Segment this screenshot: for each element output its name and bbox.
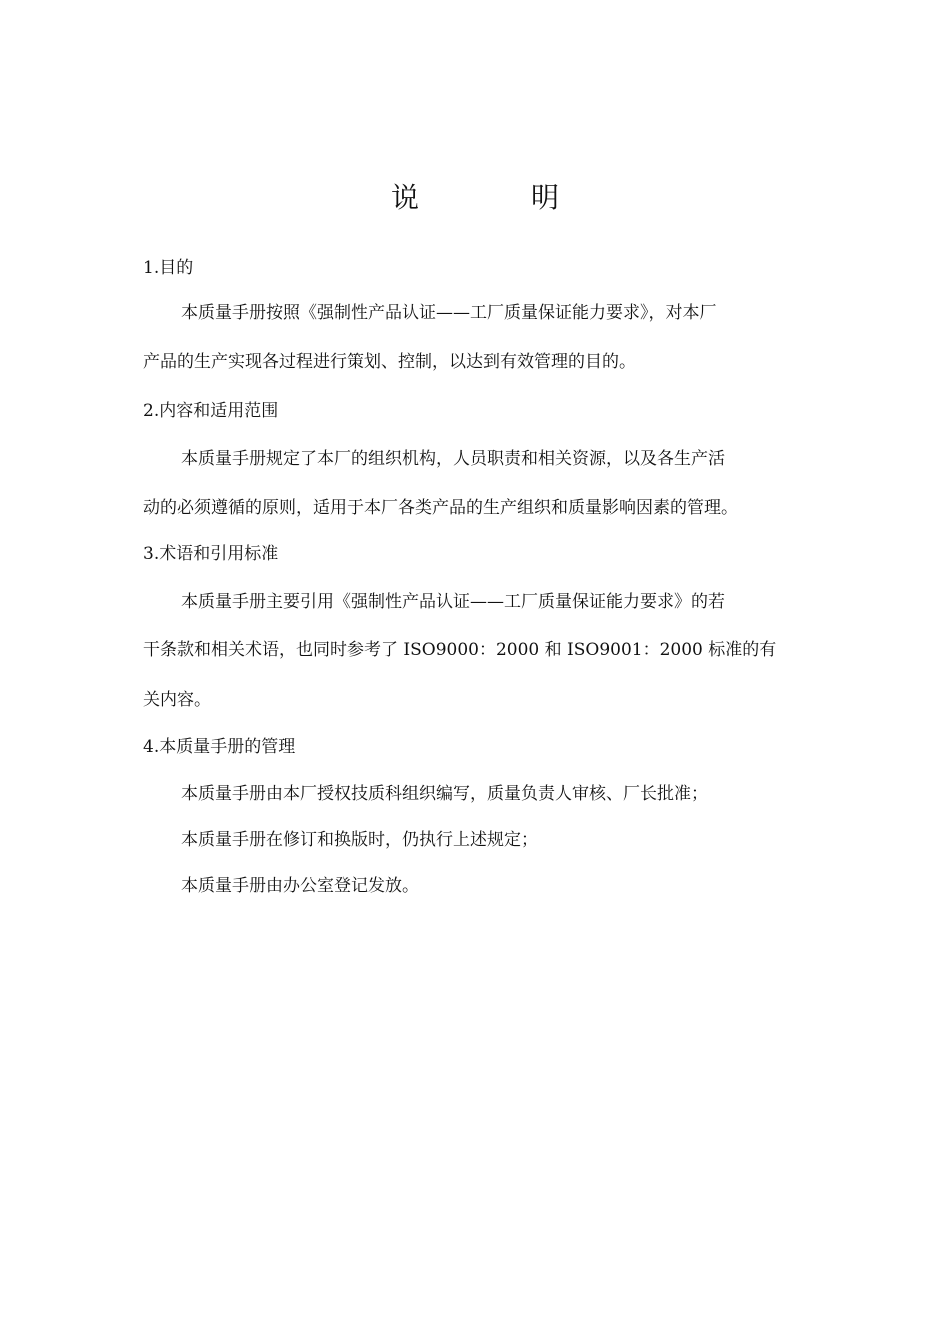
paragraph-line: 本质量手册由办公室登记发放。 <box>181 876 419 896</box>
page-title <box>0 178 950 218</box>
paragraph-line: 本质量手册规定了本厂的组织机构，人员职责和相关资源，以及各生产活 <box>181 449 725 469</box>
paragraph-line: 本质量手册由本厂授权技质科组织编写，质量负责人审核、厂长批准； <box>181 784 708 804</box>
section-heading-management: 4.本质量手册的管理 <box>143 737 296 757</box>
paragraph-line: 产品的生产实现各过程进行策划、控制，以达到有效管理的目的。 <box>143 352 636 372</box>
paragraph-line: 本质量手册主要引用《强制性产品认证——工厂质量保证能力要求》的若 <box>181 592 725 612</box>
title-char-right: 明 <box>531 181 560 214</box>
section-heading-scope: 2.内容和适用范围 <box>143 401 279 421</box>
section-heading-purpose: 1.目的 <box>143 258 194 278</box>
paragraph-line: 本质量手册在修订和换版时，仍执行上述规定； <box>181 830 538 850</box>
paragraph-line: 动的必须遵循的原则，适用于本厂各类产品的生产组织和质量影响因素的管理。 <box>143 498 738 518</box>
title-char-left: 说 <box>390 181 419 214</box>
section-heading-terms: 3.术语和引用标准 <box>143 544 279 564</box>
paragraph-line: 关内容。 <box>143 690 211 710</box>
paragraph-line: 干条款和相关术语，也同时参考了 ISO9000：2000 和 ISO9001：2000 标准的有 <box>143 640 777 660</box>
paragraph-line: 本质量手册按照《强制性产品认证——工厂质量保证能力要求》，对本厂 <box>181 303 717 323</box>
